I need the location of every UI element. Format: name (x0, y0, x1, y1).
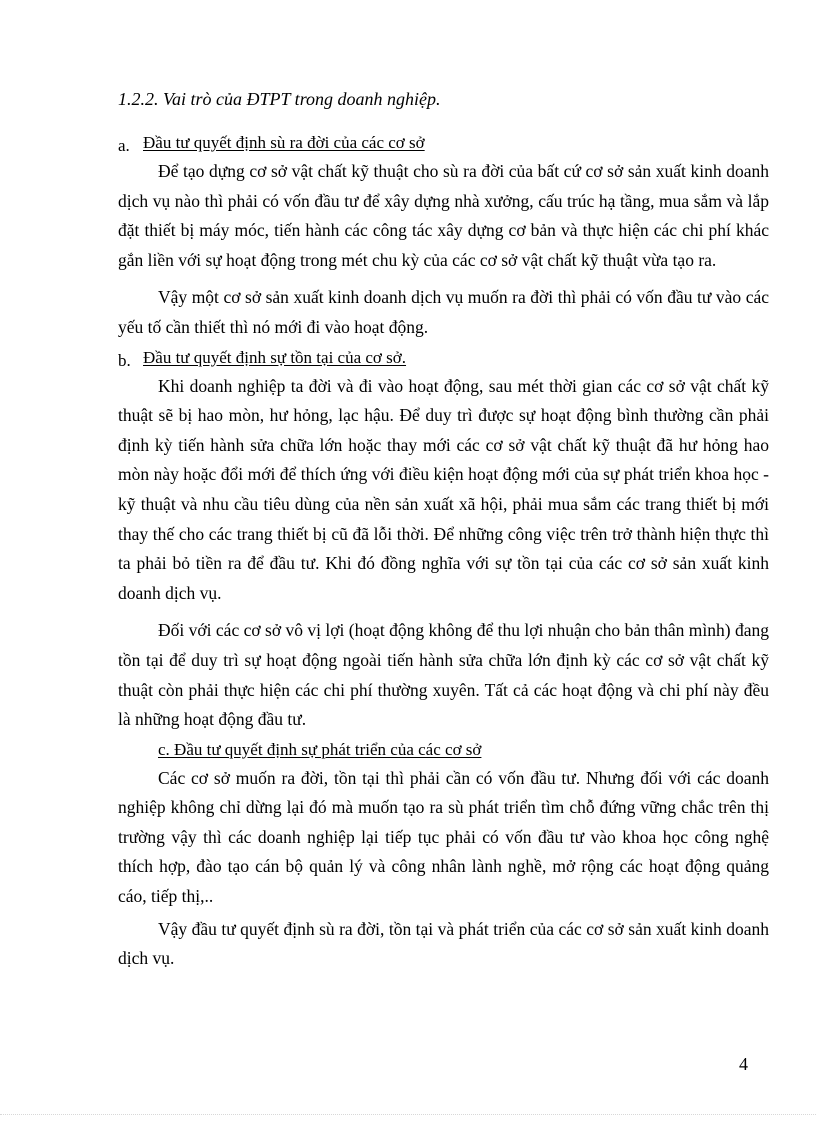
subsection-b-title-text: Đầu tư quyết định sự tồn tại của cơ sở. (143, 347, 407, 367)
paragraph: Vậy đầu tư quyết định sù ra đời, tồn tại và phát triển của các cơ sở sản xuất kinh doanh dịch vụ. (118, 918, 769, 969)
paragraph: Vậy một cơ sở sản xuất kinh doanh dịch vụ muốn ra đời thì phải có vốn đầu tư vào các yếu tố cần thiết thì nó mới đi vào hoạt động. (118, 287, 769, 337)
page-number: 4 (739, 1054, 748, 1074)
subsection-b-title (118, 343, 769, 372)
paragraph: Khi doanh nghiệp ta đời và đi vào hoạt động, sau mét thời gian các cơ sở vật chất kỹ thuật sẽ bị hao mòn, hư hỏng, lạc hậu. Để duy trì được sự hoạt động bình thường cần phải định kỳ tiến hành sửa chữa lớn hoặc thay mới các cơ sở vật chất kỹ thuật đã hư hỏng hao mòn này hoặc đổi mới để thích ứng với điều kiện hoạt động mới của sự phát triển khoa học - kỹ thuật và nhu cầu tiêu dùng của nền sản xuất xã hội, phải mua sắm các trang thiết bị mới thay thế cho các trang thiết bị cũ đã lỗi thời. Để những công việc trên trở thành hiện thực thì ta phải bỏ tiền ra để đầu tư. Khi đó đồng nghĩa với sự tồn tại của các cơ sở sản xuất kinh doanh dịch vụ. (118, 375, 769, 603)
paragraph: Đối với các cơ sở vô vị lợi (hoạt động không để thu lợi nhuận cho bản thân mình) đang tồn tại để duy trì sự hoạt động ngoài tiến hành sửa chữa lớn định kỳ các cơ sở vật chất kỹ thuật còn phải thực hiện các chi phí thường xuyên. Tất cả các hoạt động và chi phí này đều là những hoạt động đầu tư. (118, 620, 769, 730)
page-bottom-divider (0, 1114, 816, 1115)
paragraph: Để tạo dựng cơ sở vật chất kỹ thuật cho sù ra đời của bất cứ cơ sở sản xuất kinh doanh dịch vụ nào thì phải có vốn đầu tư để xây dựng nhà xưởng, cấu trúc hạ tầng, mua sắm và lắp đặt thiết bị máy móc, tiến hành các công tác xây dựng cơ bản và thực hiện các chi phí khác gắn liền với sự hoạt động trong mét chu kỳ của các cơ sở vật chất kỹ thuật vừa tạo ra. (118, 161, 769, 270)
subsection-a-title (118, 128, 769, 157)
subsection-a-marker: a. (118, 136, 130, 155)
subsection-c-title (118, 735, 769, 764)
subsection-a-title-text: Đầu tư quyết định sù ra đời của các cơ sở (143, 133, 425, 152)
subsection-b-marker: b. (118, 350, 131, 370)
document-body (118, 82, 769, 974)
subsection-c-title-text: c. Đầu tư quyết định sự phát triển của các cơ sở (158, 739, 482, 759)
paragraph: Các cơ sở muốn ra đời, tồn tại thì phải cần có vốn đầu tư. Nhưng đối với các doanh nghiệp không chỉ dừng lại đó mà muốn tạo ra sù phát triển tìm chỗ đứng vững chắc trên thị trường vậy thì các doanh nghiệp lại tiếp tục phải có vốn đầu tư vào khoa học công nghệ thích hợp, đào tạo cán bộ quản lý và công nhân lành nghề, mở rộng các hoạt động quảng cáo, tiếp thị,.. (118, 767, 769, 907)
section-heading: 1.2.2. Vai trò của ĐTPT trong doanh nghiệp. (118, 89, 441, 109)
